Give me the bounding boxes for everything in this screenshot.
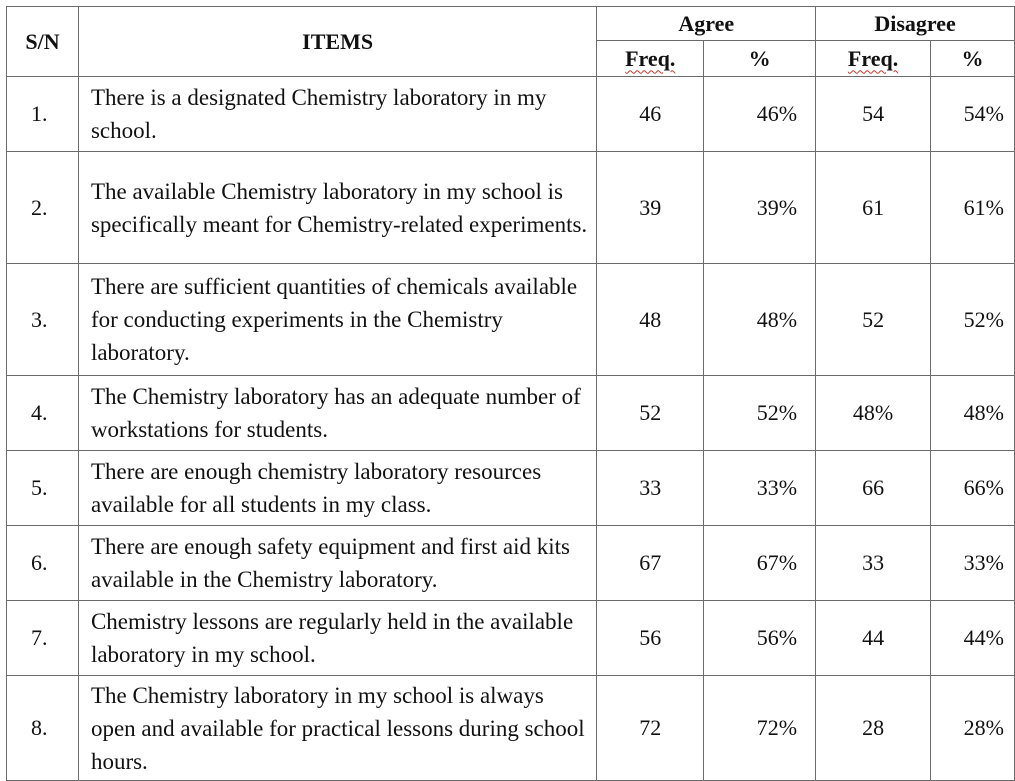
disagree-percent-header: % [931,41,1015,77]
row-item: Chemistry lessons are regularly held in the available laboratory in my school. [78,601,596,676]
row-sn: 4. [7,376,79,451]
table-row [7,77,1015,152]
items-header: ITEMS [78,7,596,77]
disagree-percent: 48% [931,376,1015,451]
agree-freq: 72 [597,676,704,781]
disagree-freq: 54 [816,77,931,152]
disagree-header: Disagree [816,7,1015,41]
disagree-freq: 33 [816,526,931,601]
disagree-percent: 54% [931,77,1015,152]
agree-freq: 52 [597,376,704,451]
disagree-percent: 61% [931,152,1015,264]
header-row-top [7,7,1015,41]
row-item: There are enough chemistry laboratory resources available for all students in my class. [78,451,596,526]
agree-percent: 39% [704,152,816,264]
table-row [7,152,1015,264]
row-item: There are sufficient quantities of chemicals available for conducting experiments in the Chemistry laboratory. [78,264,596,376]
agree-freq: 67 [597,526,704,601]
agree-percent: 52% [704,376,816,451]
freq-label: Freq. [847,45,899,71]
agree-freq: 56 [597,601,704,676]
table-row [7,451,1015,526]
row-sn: 2. [7,152,79,264]
row-item: The Chemistry laboratory in my school is always open and available for practical lessons during school hours. [78,676,596,781]
table-row [7,676,1015,781]
disagree-freq: 28 [816,676,931,781]
disagree-percent: 33% [931,526,1015,601]
row-sn: 5. [7,451,79,526]
agree-freq: 48 [597,264,704,376]
agree-freq: 33 [597,451,704,526]
agree-percent: 67% [704,526,816,601]
agree-header: Agree [597,7,816,41]
table-row [7,376,1015,451]
disagree-percent: 66% [931,451,1015,526]
disagree-percent: 44% [931,601,1015,676]
row-sn: 1. [7,77,79,152]
table-row [7,601,1015,676]
row-item: There are enough safety equipment and first aid kits available in the Chemistry laboratory. [78,526,596,601]
disagree-freq: 52 [816,264,931,376]
agree-percent: 56% [704,601,816,676]
disagree-freq: 48% [816,376,931,451]
agree-percent: 33% [704,451,816,526]
disagree-percent: 52% [931,264,1015,376]
agree-percent: 46% [704,77,816,152]
disagree-freq: 61 [816,152,931,264]
agree-percent: 48% [704,264,816,376]
sn-header: S/N [7,7,79,77]
disagree-freq-header [816,41,931,77]
row-sn: 3. [7,264,79,376]
survey-table [6,6,1015,781]
agree-percent-header: % [704,41,816,77]
agree-freq-header [597,41,704,77]
row-item: The available Chemistry laboratory in my school is specifically meant for Chemistry-related experiments. [78,152,596,264]
row-item: The Chemistry laboratory has an adequate number of workstations for students. [78,376,596,451]
disagree-freq: 44 [816,601,931,676]
agree-freq: 39 [597,152,704,264]
agree-percent: 72% [704,676,816,781]
disagree-percent: 28% [931,676,1015,781]
table-row [7,526,1015,601]
disagree-freq: 66 [816,451,931,526]
agree-freq: 46 [597,77,704,152]
row-sn: 6. [7,526,79,601]
table-row [7,264,1015,376]
row-sn: 7. [7,601,79,676]
row-sn: 8. [7,676,79,781]
row-item: There is a designated Chemistry laboratory in my school. [78,77,596,152]
freq-label: Freq. [625,45,676,71]
